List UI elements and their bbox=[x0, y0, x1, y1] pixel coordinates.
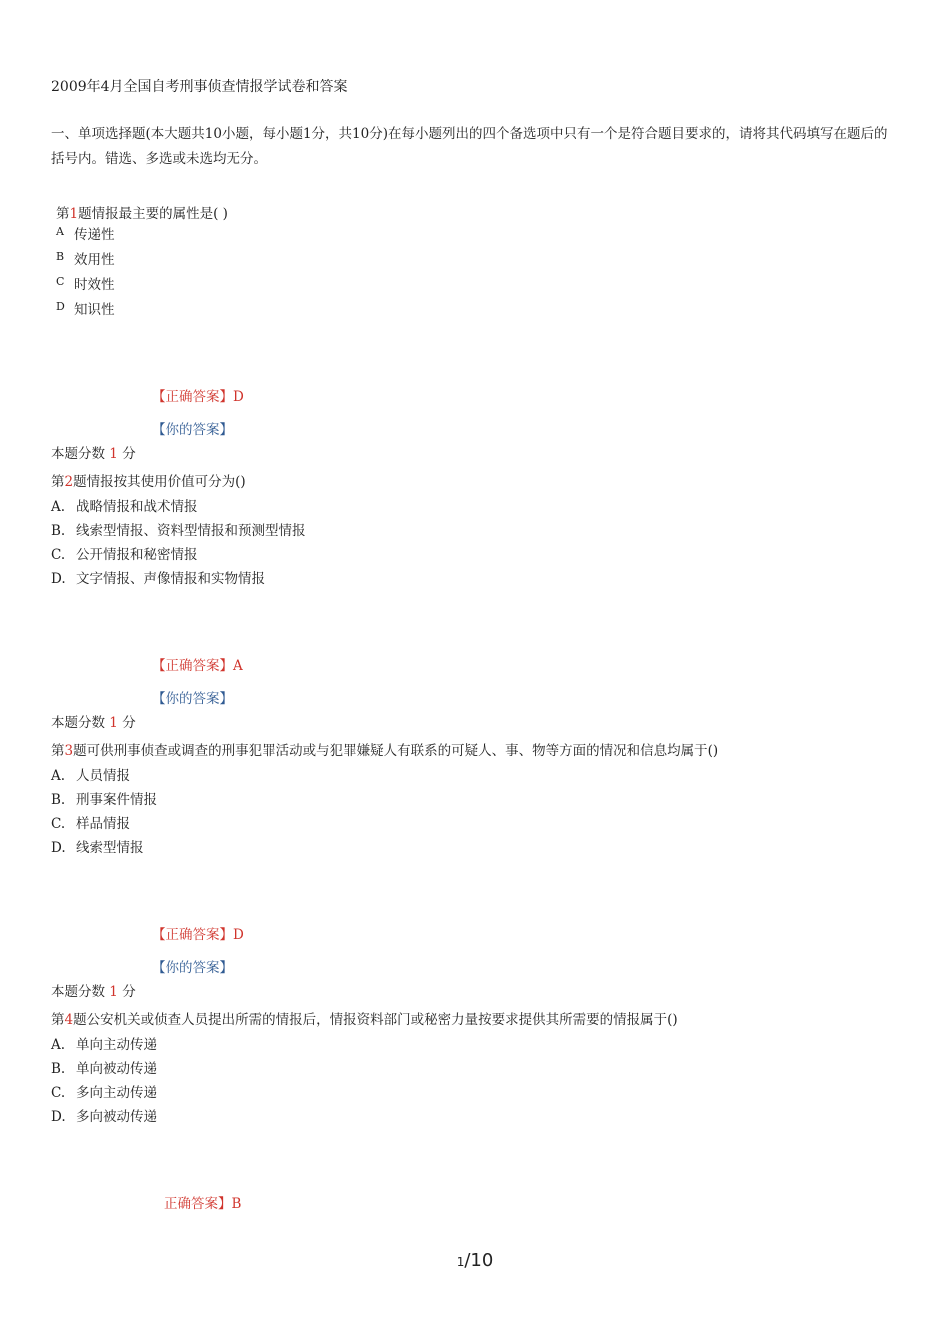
score-unit: 分 bbox=[122, 984, 136, 1000]
option-text: 多向被动传递 bbox=[76, 1109, 157, 1125]
option-letter: C bbox=[56, 275, 65, 288]
score-value: 1 bbox=[109, 715, 118, 731]
option-text: 线索型情报 bbox=[76, 840, 144, 856]
correct-answer bbox=[152, 654, 243, 674]
correct-answer bbox=[164, 1192, 241, 1212]
question-3 bbox=[51, 739, 718, 759]
question-score bbox=[51, 980, 136, 1000]
option-b[interactable] bbox=[56, 248, 115, 268]
option-text: 传递性 bbox=[74, 227, 115, 243]
correct-answer-label: 正确答案】 bbox=[164, 1196, 232, 1212]
question-number: 1 bbox=[69, 206, 79, 222]
score-unit: 分 bbox=[122, 715, 136, 731]
question-prefix: 第 bbox=[51, 1012, 65, 1028]
score-value: 1 bbox=[109, 446, 118, 462]
option-text: 刑事案件情报 bbox=[76, 792, 157, 808]
option-a[interactable] bbox=[51, 495, 198, 515]
option-a[interactable] bbox=[56, 223, 115, 243]
option-text: 公开情报和秘密情报 bbox=[76, 547, 198, 563]
option-text: 文字情报、声像情报和实物情报 bbox=[76, 571, 265, 587]
option-c[interactable] bbox=[51, 812, 130, 832]
question-number: 3 bbox=[64, 743, 74, 759]
option-c[interactable] bbox=[56, 273, 115, 293]
option-a[interactable] bbox=[51, 764, 130, 784]
option-text: 样品情报 bbox=[76, 816, 130, 832]
correct-answer-value: B bbox=[231, 1196, 242, 1212]
option-text: 多向主动传递 bbox=[76, 1085, 157, 1101]
option-d[interactable] bbox=[56, 298, 115, 318]
option-letter: D. bbox=[51, 840, 66, 856]
page-total: /10 bbox=[464, 1250, 494, 1271]
question-number: 2 bbox=[64, 474, 74, 490]
option-letter: A. bbox=[51, 768, 66, 784]
option-text: 知识性 bbox=[74, 302, 115, 318]
document-title: 2009年4月全国自考刑事侦查情报学试卷和答案 bbox=[51, 79, 348, 95]
question-number: 4 bbox=[64, 1012, 74, 1028]
option-letter: A bbox=[56, 225, 64, 238]
correct-answer bbox=[152, 385, 244, 405]
question-text: 题情报按其使用价值可分为() bbox=[73, 474, 246, 490]
score-prefix: 本题分数 bbox=[51, 715, 105, 731]
option-b[interactable] bbox=[51, 1057, 157, 1077]
score-prefix: 本题分数 bbox=[51, 984, 105, 1000]
correct-answer-label: 【正确答案】 bbox=[152, 389, 233, 405]
option-text: 战略情报和战术情报 bbox=[76, 499, 198, 515]
option-letter: D. bbox=[51, 571, 66, 587]
option-letter: B. bbox=[51, 523, 66, 539]
option-d[interactable] bbox=[51, 836, 144, 856]
option-letter: C. bbox=[51, 547, 66, 563]
question-score bbox=[51, 442, 136, 462]
option-letter: B. bbox=[51, 792, 66, 808]
correct-answer-label: 【正确答案】 bbox=[152, 658, 233, 674]
option-b[interactable] bbox=[51, 788, 157, 808]
question-text: 题情报最主要的属性是( ) bbox=[78, 206, 228, 222]
option-d[interactable] bbox=[51, 1105, 157, 1125]
option-c[interactable] bbox=[51, 543, 198, 563]
correct-answer-value: D bbox=[233, 389, 244, 405]
option-letter: A. bbox=[51, 499, 66, 515]
correct-answer-label: 【正确答案】 bbox=[152, 927, 233, 943]
question-text: 题公安机关或侦查人员提出所需的情报后，情报资料部门或秘密力量按要求提供其所需要的情报属于() bbox=[73, 1012, 678, 1028]
question-prefix: 第 bbox=[56, 206, 70, 222]
correct-answer-value: D bbox=[233, 927, 244, 943]
option-text: 线索型情报、资料型情报和预测型情报 bbox=[76, 523, 306, 539]
option-letter: C. bbox=[51, 1085, 66, 1101]
question-1 bbox=[56, 202, 228, 222]
question-prefix: 第 bbox=[51, 474, 65, 490]
option-letter: D bbox=[56, 300, 65, 313]
option-text: 效用性 bbox=[74, 252, 115, 268]
option-letter: D. bbox=[51, 1109, 66, 1125]
option-letter: B bbox=[56, 250, 65, 263]
option-c[interactable] bbox=[51, 1081, 157, 1101]
option-letter: C. bbox=[51, 816, 66, 832]
section-instructions: 一、单项选择题(本大题共10小题，每小题1分，共10分)在每小题列出的四个备选项中只有一个是符合题目要求的，请将其代码填写在题后的括号内。错选、多选或未选均无分。 bbox=[51, 126, 888, 167]
question-text: 题可供刑事侦查或调查的刑事犯罪活动或与犯罪嫌疑人有联系的可疑人、事、物等方面的情况和信息均属于() bbox=[73, 743, 719, 759]
option-text: 单向主动传递 bbox=[76, 1037, 157, 1053]
question-2 bbox=[51, 470, 246, 490]
option-letter: B. bbox=[51, 1061, 66, 1077]
option-b[interactable] bbox=[51, 519, 306, 539]
option-text: 单向被动传递 bbox=[76, 1061, 157, 1077]
your-answer: 【你的答案】 bbox=[152, 422, 233, 438]
your-answer: 【你的答案】 bbox=[152, 691, 233, 707]
option-letter: A. bbox=[51, 1037, 66, 1053]
option-text: 时效性 bbox=[74, 277, 115, 293]
option-a[interactable] bbox=[51, 1033, 157, 1053]
correct-answer bbox=[152, 923, 244, 943]
question-4 bbox=[51, 1008, 678, 1028]
score-unit: 分 bbox=[122, 446, 136, 462]
question-prefix: 第 bbox=[51, 743, 65, 759]
page-current: 1 bbox=[456, 1255, 465, 1269]
score-value: 1 bbox=[109, 984, 118, 1000]
your-answer: 【你的答案】 bbox=[152, 960, 233, 976]
correct-answer-value: A bbox=[233, 658, 243, 674]
option-text: 人员情报 bbox=[76, 768, 130, 784]
option-d[interactable] bbox=[51, 567, 265, 587]
page-number bbox=[0, 1250, 950, 1271]
score-prefix: 本题分数 bbox=[51, 446, 105, 462]
question-score bbox=[51, 711, 136, 731]
